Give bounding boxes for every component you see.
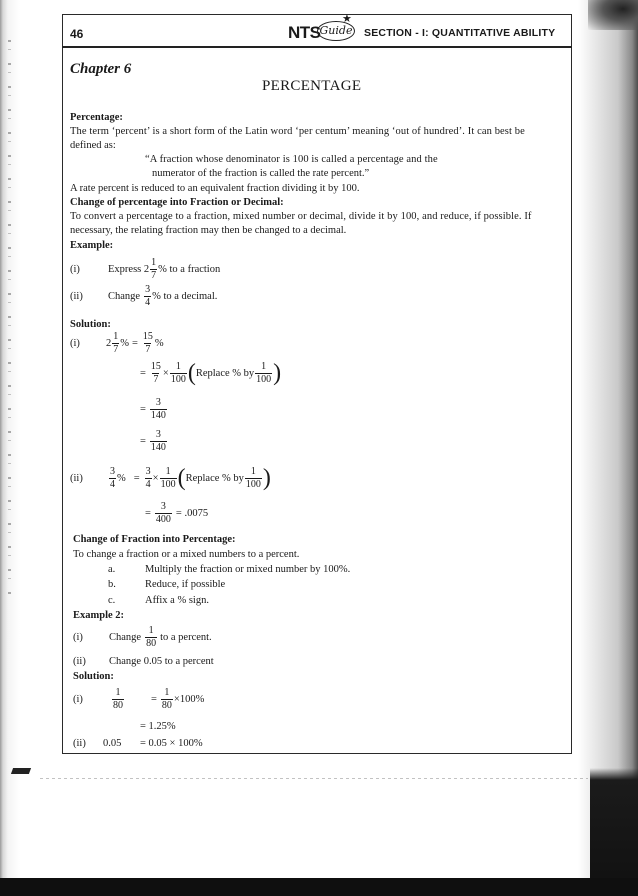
solution-1-step-i-b: = $\frac{15}{7}$ × $\frac{1}{100}$ ( Replace % by 1 100 ) [140, 360, 282, 386]
example-1-item-i [70, 258, 220, 281]
percentage-line-1: The term ‘percent’ is a short form of the Latin word ‘per centum’ meaning ‘out of hundred’. It can best be [70, 126, 525, 137]
solution-1-step-i-a: (i) 2 1 7 % = $\frac{15}{7}$ % [70, 331, 164, 355]
quote-line-2: numerator of the fraction is called the rate percent.” [152, 168, 370, 179]
scan-left-mark [11, 768, 31, 774]
fraction-1-100: $\frac{1}{100}$ [170, 360, 186, 385]
item-label: (i) [70, 338, 80, 349]
solution-2-result: = 1.25% [140, 721, 176, 732]
fraction-3-400: $\frac{3}{400}$ [155, 501, 171, 525]
item-label: (ii) [70, 291, 83, 302]
fraction-1-100: 1 100 [256, 360, 272, 385]
result-decimal: = .0075 [175, 508, 209, 519]
scan-right-top-blot [588, 0, 638, 30]
solution-1-step-i-d: = $\frac{3}{140}$ [140, 429, 166, 453]
header-rule [62, 46, 572, 48]
fraction-3-4: 3 4 [145, 284, 151, 308]
change-to-percent-heading: Change of Fraction into Percentage: [73, 534, 236, 545]
page-title: PERCENTAGE [262, 78, 362, 94]
fraction-1-7: 1 7 [113, 331, 119, 355]
solution-1-heading: Solution: [70, 319, 111, 330]
item-suffix: % to a decimal. [152, 291, 218, 302]
item-text: Change [108, 291, 141, 302]
item-text: Change [109, 632, 142, 643]
item-label: (i) [70, 264, 80, 275]
item-label: (i) [73, 694, 83, 705]
solution-1-step-i-c: = $\frac{3}{140}$ [140, 397, 166, 421]
solution-2-heading: Solution: [73, 671, 114, 682]
scan-left-speckle [8, 40, 11, 600]
solution-2-step-i-a: (i) 1 80 = $\frac{1}{80}$ ×100% [73, 687, 205, 711]
chapter-label: Chapter 6 [70, 61, 132, 77]
fraction-1-80: 1 80 [146, 625, 157, 649]
step-marker-c: c. [108, 595, 116, 606]
fraction-1-7: 1 7 [151, 257, 157, 281]
fraction-3-140: $\frac{3}{140}$ [150, 397, 166, 421]
logo-script: Guide [317, 21, 355, 41]
page-number: 46 [70, 27, 84, 41]
example-2-item-i [73, 626, 212, 649]
step-marker-b: b. [108, 579, 116, 590]
nts-guide-logo [288, 13, 360, 44]
scan-bottom-band [0, 878, 638, 896]
step-text-b: Reduce, if possible [145, 579, 226, 590]
change-to-fraction-heading: Change of percentage into Fraction or Decimal: [70, 197, 284, 208]
fraction-3-140: $\frac{3}{140}$ [150, 429, 166, 453]
change-to-percent-intro: To change a fraction or a mixed numbers to a percent. [73, 549, 300, 560]
fraction-1-100: $\frac{1}{100}$ [160, 465, 176, 490]
item-label: (i) [73, 632, 83, 643]
example-2-heading: Example 2: [73, 610, 125, 621]
item-suffix: to a percent. [160, 632, 212, 643]
item-suffix: % to a fraction [158, 264, 221, 275]
logo-brand: NTS [288, 23, 321, 42]
step-text-c: Affix a % sign. [145, 595, 209, 606]
example-2-item-ii-text: Change 0.05 to a percent [109, 656, 214, 667]
solution-1-step-ii-b: = $\frac{3}{400}$ = .0075 [145, 501, 209, 525]
solution-2-ii-value: 0.05 [103, 738, 122, 749]
change-to-fraction-line-1: To convert a percentage to a fraction, mixed number or decimal, divide it by 100, and reduce, if possible. If [70, 211, 532, 222]
quote-line-1: “A fraction whose denominator is 100 is called a percentage and the [145, 154, 438, 165]
scan-bottom-line [40, 778, 588, 779]
section-title: SECTION - I: QUANTITATIVE ABILITY [364, 27, 556, 39]
change-to-fraction-line-2: necessary, the relating fraction may then be changed to a decimal. [70, 225, 347, 236]
item-text: Express 2 [108, 264, 150, 275]
percentage-heading: Percentage: [70, 112, 123, 123]
solution-2-ii-label: (ii) [73, 738, 86, 749]
fraction-15-7: $\frac{15}{7}$ [150, 360, 161, 385]
fraction-3-4: $\frac{3}{4}$ [145, 465, 151, 490]
example-1-heading: Example: [70, 240, 114, 251]
scan-right-shadow [578, 0, 638, 896]
solution-2-ii-expression: = 0.05 × 100% [140, 738, 203, 749]
scan-bottom-right-band [590, 768, 638, 888]
example-2-item-ii-label: (ii) [73, 656, 86, 667]
fraction-3-4: 3 4 [110, 465, 115, 490]
rate-percent-line: A rate percent is reduced to an equivalent fraction dividing it by 100. [70, 183, 360, 194]
fraction-15-7: $\frac{15}{7}$ [142, 331, 153, 355]
example-1-item-ii [70, 285, 217, 308]
solution-1-step-ii-a: (ii) 3 4 % = $\frac{3}{4}$ × $\frac{1}{100}$ ( Replace % by 1 100 ) [70, 465, 271, 491]
fraction-1-80: $\frac{1}{80}$ [161, 687, 172, 711]
step-text-a: Multiply the fraction or mixed number by 100%. [145, 564, 351, 575]
item-label: (ii) [70, 472, 83, 484]
fraction-1-100: 1 100 [245, 465, 261, 490]
step-marker-a: a. [108, 564, 116, 575]
percentage-line-2: defined as: [70, 140, 116, 151]
logo-star-icon: ★ [342, 13, 352, 25]
fraction-1-80: 1 80 [113, 687, 123, 711]
